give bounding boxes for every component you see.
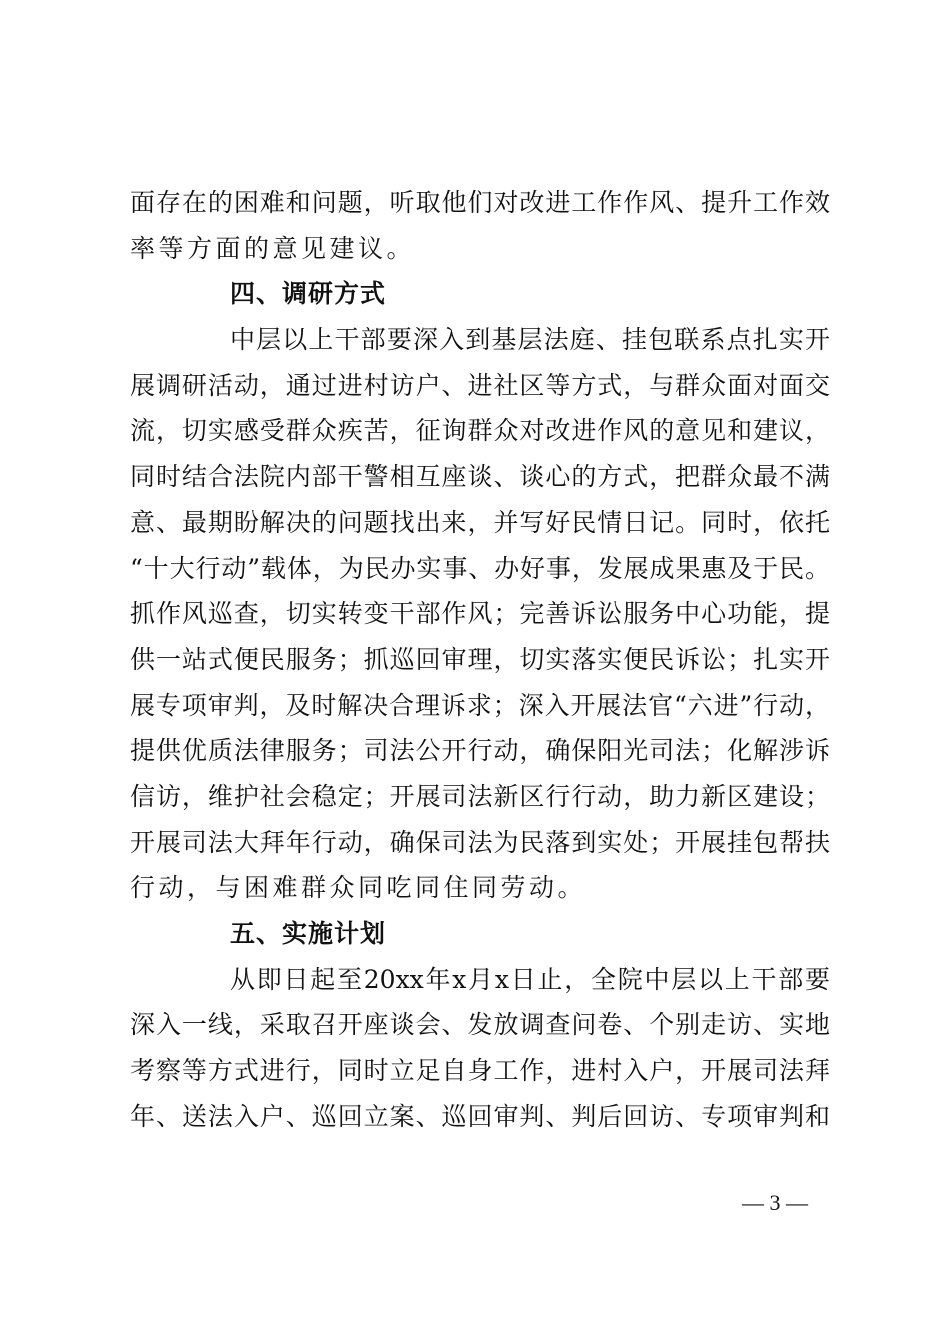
section-5 (130, 911, 830, 1139)
text-line: 信访，维护社会稳定；开展司法新区行行动，助力新区建设； (130, 781, 830, 811)
page-number: — 3 — (742, 1190, 808, 1215)
text-line: 率等方面的意见建议。 (130, 233, 416, 263)
text-line: 抓作风巡查，切实转变干部作风；完善诉讼服务中心功能，提 (130, 599, 830, 629)
text-line: 同时结合法院内部干警相互座谈、谈心的方式，把群众最不满 (130, 462, 830, 492)
text-line: “十大行动”载体，为民办实事、办好事，发展成果惠及于民。 (130, 553, 830, 583)
text-line: 深入一线，采取召开座谈会、发放调查问卷、个别走访、实地 (130, 1010, 830, 1040)
text-line: 从即日起至20xx年x月x日止，全院中层以上干部要 (230, 964, 830, 994)
text-line: 面存在的困难和问题，听取他们对改进工作作风、提升工作效 (130, 188, 830, 217)
text-line: 展调研活动，通过进村访户、进社区等方式，与群众面对面交 (130, 370, 830, 400)
text-line: 考察等方式进行，同时立足自身工作，进村入户，开展司法拜 (130, 1056, 830, 1086)
text-line: 年、送法入户、巡回立案、巡回审判、判后回访、专项审判和 (130, 1101, 830, 1131)
text-line: 中层以上干部要深入到基层法庭、挂包联系点扎实开 (230, 325, 830, 355)
text-line: 开展司法大拜年行动，确保司法为民落到实处；开展挂包帮扶 (130, 827, 830, 857)
section-heading: 四、调研方式 (230, 279, 387, 309)
text-line: 意、最期盼解决的问题找出来，并写好民情日记。同时，依托 (130, 507, 830, 537)
text-line: 行动，与困难群众同吃同住同劳动。 (130, 873, 587, 903)
text-line: 提供优质法律服务；司法公开行动，确保阳光司法；化解涉诉 (130, 736, 830, 766)
text-line: 展专项审判，及时解决合理诉求；深入开展法官“六进”行动， (130, 690, 830, 720)
section-4 (130, 271, 830, 911)
section-heading: 五、实施计划 (230, 919, 387, 948)
text-line: 供一站式便民服务；抓巡回审理，切实落实便民诉讼；扎实开 (130, 644, 830, 674)
body-text (130, 180, 830, 1139)
text-line: 流，切实感受群众疾苦，征询群众对改进作风的意见和建议， (130, 416, 830, 446)
paragraph-continued (130, 180, 830, 271)
